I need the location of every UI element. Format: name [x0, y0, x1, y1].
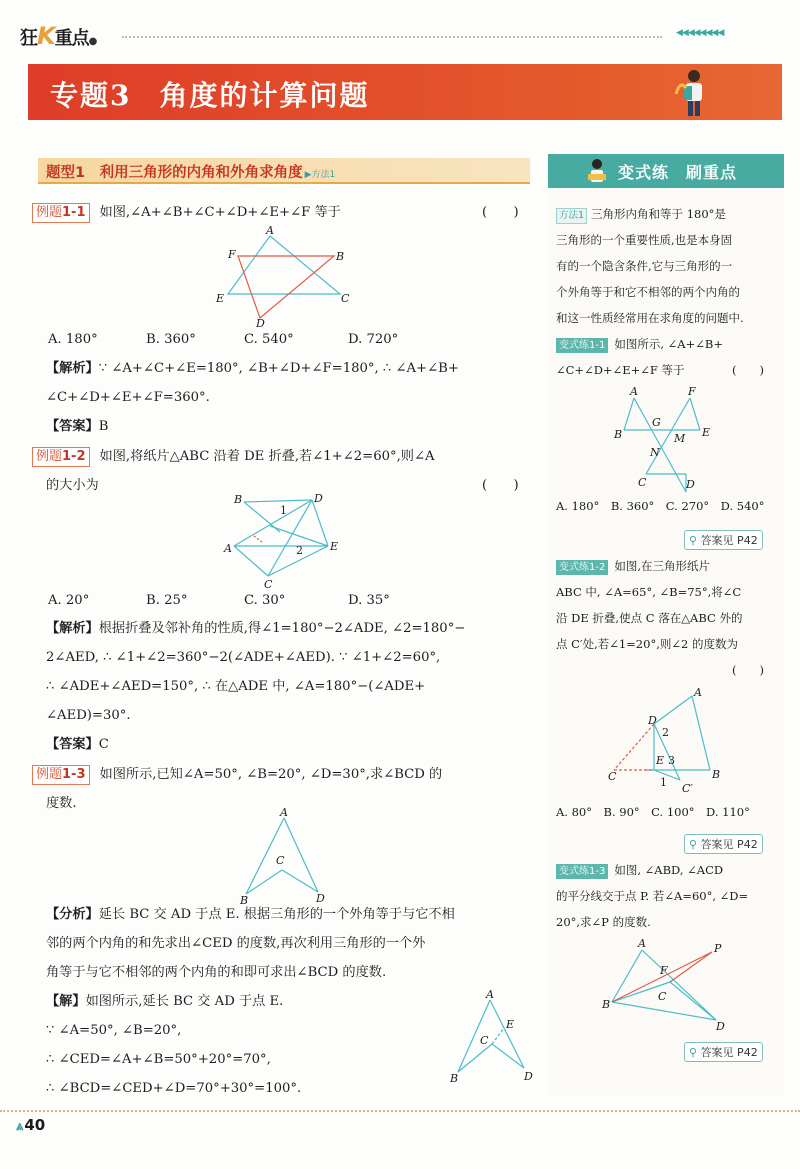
top-bar [0, 22, 800, 48]
svg-text:A: A [280, 808, 288, 819]
svg-text:C′: C′ [682, 782, 693, 795]
v1-figure [610, 384, 720, 494]
svg-text:M: M [674, 432, 686, 445]
ex3-solution-line3: ∴ ∠CED=∠A+∠B=50°+20°=70°, [46, 1052, 271, 1067]
right-column-header [548, 154, 784, 188]
method-note-line3: 有的一个隐含条件,它与三角形的一 [556, 259, 733, 273]
svg-text:B: B [602, 998, 611, 1011]
ex3-tag: 例题1-3 [32, 765, 90, 785]
svg-text:E: E [506, 1018, 515, 1031]
svg-text:E: E [216, 292, 225, 305]
svg-text:D: D [648, 714, 657, 727]
topic-name: 角度的计算问题 [159, 79, 370, 112]
svg-text:C: C [276, 854, 285, 867]
v1-bracket: ( ) [732, 363, 764, 377]
ex1-question: 如图,∠A+∠B+∠C+∠D+∠E+∠F 等于 [99, 205, 341, 220]
ex1-bracket: ( ) [482, 205, 519, 220]
svg-text:1: 1 [660, 776, 667, 789]
v3-figure [598, 936, 738, 1032]
svg-text:C: C [638, 476, 647, 489]
svg-text:E: E [330, 540, 339, 553]
ex1-question-line [32, 198, 341, 227]
svg-text:F: F [228, 248, 236, 261]
svg-text:F: F [688, 385, 696, 398]
ex3-analysis-line3: 角等于与它不相邻的两个内角的和即可求出∠BCD 的度数. [46, 965, 387, 980]
section-header [38, 158, 530, 184]
ex2-analysis-line2: 2∠AED, ∴ ∠1+∠2=360°−2(∠ADE+∠AED). ∵ ∠1+∠2=60°, [46, 650, 441, 665]
ex3-question: 如图所示,已知∠A=50°, ∠B=20°, ∠D=30°,求∠BCD 的 [99, 767, 443, 782]
method-note-line1: 方法1 三角形内角和等于 180°是 [556, 202, 726, 227]
v2-question-line4: 点 C′处,若∠1=20°,则∠2 的度数为 [556, 637, 738, 651]
v2-options: A. 80° B. 90° C. 100° D. 110° [556, 805, 750, 819]
brand-text-2: 重点 [54, 28, 89, 49]
ex2-analysis-line4: ∠AED)=30°. [46, 708, 131, 723]
svg-text:D: D [256, 317, 265, 328]
v1-options: A. 180° B. 360° C. 270° D. 540° [556, 499, 765, 513]
svg-text:B: B [450, 1072, 459, 1085]
ex2-tag: 例题1-2 [32, 447, 90, 467]
ex1-figure [210, 226, 360, 328]
ex2-analysis-line1: 【解析】根据折叠及邻补角的性质,得∠1=180°−2∠ADE, ∠2=180°− [46, 621, 466, 636]
v2-bracket: ( ) [732, 663, 764, 677]
svg-text:D: D [716, 1020, 725, 1032]
ex1-option-c: C. 540° [244, 332, 294, 347]
brand-logo: 狂K重点● [20, 22, 97, 50]
svg-text:A: A [224, 542, 232, 555]
arrows-decoration-icon: ◀◀◀◀◀◀◀◀ [676, 28, 724, 38]
ex1-answer: 【答案】B [46, 419, 109, 434]
v2-question-line3: 沿 DE 折叠,使点 C 落在△ABC 外的 [556, 611, 743, 625]
v2-tag: 变式练1-2 [556, 560, 608, 575]
ex3-analysis-line2: 邻的两个内角的和先求出∠CED 的度数,再次利用三角形的一个外 [46, 936, 426, 951]
v3-question-line2: 的平分线交于点 P. 若∠A=60°, ∠D= [556, 889, 749, 903]
ex2-question-line2: 的大小为 [46, 478, 99, 493]
ex1-option-d: D. 720° [348, 332, 399, 347]
section-title-text: 题型1 利用三角形的内角和外角求角度 [46, 165, 303, 181]
v3-question-line1: 变式练1-3 如图, ∠ABD, ∠ACD [556, 858, 723, 883]
v3-answer-ref: ⚲ 答案见 P42 [684, 1042, 763, 1062]
page-number: ⩓40 [16, 1116, 46, 1134]
section-title [46, 161, 335, 182]
ex1-analysis-line1: 【解析】∵ ∠A+∠C+∠E=180°, ∠B+∠D+∠F=180°, ∴ ∠A+∠B+ [46, 361, 459, 376]
svg-text:3: 3 [668, 754, 675, 767]
v1-answer-ref: ⚲ 答案见 P42 [684, 530, 763, 550]
svg-text:B: B [234, 493, 243, 506]
v2-question-line2: ABC 中, ∠A=65°, ∠B=75°,将∠C [556, 585, 742, 599]
method-note-tag: 方法1 [556, 208, 587, 224]
svg-text:E: E [702, 426, 711, 439]
ex3-analysis-line1: 【分析】延长 BC 交 AD 于点 E. 根据三角形的一个外角等于与它不相 [46, 907, 455, 922]
ex2-analysis-line3: ∴ ∠ADE+∠AED=150°, ∴ 在△ADE 中, ∠A=180°−(∠ADE+ [46, 679, 426, 694]
brand-k: K [37, 22, 55, 50]
svg-text:C: C [658, 990, 667, 1003]
svg-text:G: G [652, 416, 661, 429]
svg-text:D: D [316, 892, 325, 904]
svg-text:A: A [486, 988, 494, 1001]
topic-banner [28, 64, 782, 120]
brand-text-1: 狂 [20, 28, 37, 49]
student-reading-icon [582, 156, 612, 186]
ex2-bracket: ( ) [482, 478, 519, 493]
svg-text:1: 1 [280, 504, 287, 517]
svg-text:F: F [660, 964, 668, 977]
ex2-question-line1 [32, 442, 435, 471]
svg-text:D: D [524, 1070, 533, 1083]
ex1-tag: 例题1-1 [32, 203, 90, 223]
v1-question-line2: ∠C+∠D+∠E+∠F 等于 [556, 363, 685, 377]
ex1-option-a: A. 180° [48, 332, 98, 347]
v1-question-line1: 变式练1-1 如图所示, ∠A+∠B+ [556, 332, 723, 357]
svg-text:D: D [686, 478, 695, 491]
svg-text:C: C [264, 578, 273, 590]
svg-text:2: 2 [296, 544, 303, 557]
ex3-figure [236, 808, 332, 904]
ex2-option-a: A. 20° [48, 593, 90, 608]
svg-text:B: B [712, 768, 721, 781]
svg-text:B: B [240, 894, 249, 904]
svg-text:A: A [694, 686, 702, 699]
ex3-solution-line1: 【解】如图所示,延长 BC 交 AD 于点 E. [46, 994, 284, 1009]
method-tag: ▶方法1 [304, 170, 336, 180]
svg-text:C: C [480, 1034, 489, 1047]
footer-divider [0, 1110, 800, 1112]
v2-question-line1: 变式练1-2 如图,在三角形纸片 [556, 554, 710, 579]
pin-icon: ⚲ [689, 1046, 701, 1059]
ex1-option-b: B. 360° [146, 332, 196, 347]
method-note-line5: 和这一性质经常用在求角度的问题中. [556, 311, 744, 325]
ex2-figure [220, 490, 360, 590]
ex2-question: 如图,将纸片△ABC 沿着 DE 折叠,若∠1+∠2=60°,则∠A [99, 449, 435, 464]
right-column-title: 变式练 刷重点 [618, 163, 738, 182]
pin-icon: ⚲ [689, 838, 701, 851]
ex1-analysis-line2: ∠C+∠D+∠E+∠F=360°. [46, 390, 210, 405]
compass-icon: ⩓ [16, 1119, 24, 1134]
ex3-solution-line2: ∵ ∠A=50°, ∠B=20°, [46, 1023, 182, 1038]
svg-text:A: A [630, 385, 638, 398]
svg-text:D: D [314, 492, 323, 505]
ex2-option-c: C. 30° [244, 593, 286, 608]
top-divider [122, 36, 662, 38]
page-title [50, 74, 370, 114]
svg-text:N: N [650, 446, 660, 459]
student-figure-icon [672, 66, 712, 118]
svg-text:E: E [656, 754, 665, 767]
ex3-question-line2: 度数. [46, 796, 77, 811]
v1-tag: 变式练1-1 [556, 338, 608, 353]
v3-tag: 变式练1-3 [556, 864, 608, 879]
svg-text:2: 2 [662, 726, 669, 739]
method-note-line2: 三角形的一个重要性质,也是本身固 [556, 233, 733, 247]
topic-number: 专题3 [50, 79, 132, 112]
pin-icon: ⚲ [689, 534, 701, 547]
svg-text:P: P [714, 942, 722, 955]
method-note-line4: 个外角等于和它不相邻的两个内角的 [556, 285, 740, 299]
svg-text:C: C [608, 770, 617, 783]
svg-text:C: C [341, 292, 350, 305]
ex2-option-d: D. 35° [348, 593, 390, 608]
svg-text:B: B [614, 428, 623, 441]
ex3-question-line1 [32, 760, 442, 789]
v2-answer-ref: ⚲ 答案见 P42 [684, 834, 763, 854]
svg-text:B: B [336, 250, 345, 263]
ex3-solution-figure [444, 988, 540, 1088]
svg-text:A: A [638, 937, 646, 950]
svg-text:A: A [266, 226, 274, 237]
v2-figure [604, 684, 734, 796]
v3-question-line3: 20°,求∠P 的度数. [556, 915, 651, 929]
ex2-answer: 【答案】C [46, 737, 109, 752]
ex3-solution-line4: ∴ ∠BCD=∠CED+∠D=70°+30°=100°. [46, 1081, 302, 1096]
ex2-option-b: B. 25° [146, 593, 188, 608]
